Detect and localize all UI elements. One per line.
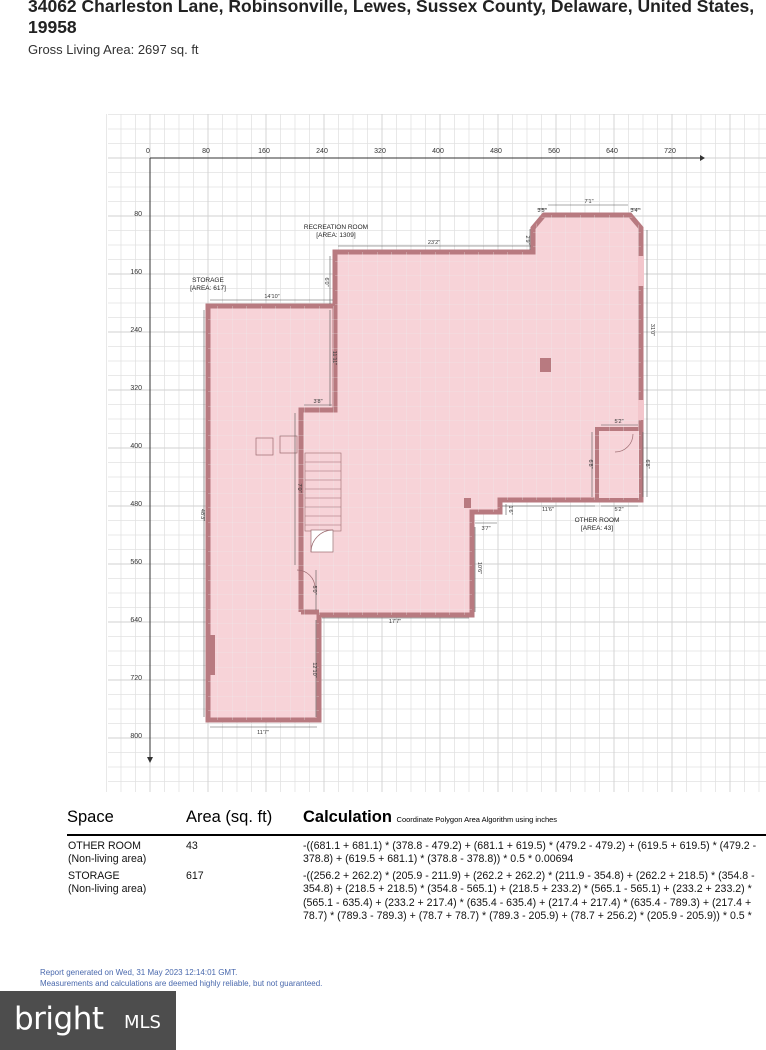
dimension-label: 6'8" (587, 459, 593, 469)
table-header-calculation: Calculation Coordinate Polygon Area Algorithm using inches (303, 808, 558, 826)
fixture (540, 358, 551, 372)
window (638, 256, 644, 286)
room-area: [AREA: 43] (580, 525, 614, 532)
table-header-space: Space (67, 808, 114, 826)
dimension-label: 14'10" (264, 294, 280, 300)
x-tick-label: 400 (432, 148, 444, 155)
y-tick-label: 160 (130, 269, 142, 276)
x-tick-label: 720 (664, 148, 676, 155)
dimension-label: 11'7" (257, 730, 269, 736)
logo-suffix: MLS (124, 1012, 161, 1033)
dimension-label: 11'11" (331, 350, 337, 366)
x-tick-label: 320 (374, 148, 386, 155)
dimension-label: 6'0" (323, 277, 329, 287)
header-rule (67, 834, 766, 836)
dimension-label: 11'6" (542, 507, 554, 513)
property-address: 34062 Charleston Lane, Robinsonville, Lewes, Sussex County, Delaware, United States, 19958 (28, 0, 755, 37)
room-area: [AREA: 1309] (316, 232, 356, 239)
row-space: STORAGE (Non-living area) (68, 870, 147, 896)
y-tick-label: 720 (130, 675, 142, 682)
dimension-label: 3'4" (630, 208, 640, 214)
room-label: STORAGE (192, 277, 224, 284)
dimension-label: 3'8" (313, 399, 323, 405)
dimension-label: 23'2" (427, 240, 441, 246)
dimension-label: 17'7" (388, 619, 402, 625)
room-label: OTHER ROOM (574, 517, 620, 524)
table-header-area: Area (sq. ft) (186, 808, 273, 826)
x-tick-label: 640 (606, 148, 618, 155)
dimension-label: 5'0" (311, 585, 317, 595)
y-tick-label: 640 (130, 617, 142, 624)
bright-mls-logo (0, 991, 176, 1050)
x-tick-label: 480 (490, 148, 502, 155)
dimension-label: 1'6" (507, 505, 513, 515)
dimension-label: 5'2" (614, 507, 624, 513)
y-tick-label: 80 (134, 211, 142, 218)
disclaimer: Measurements and calculations are deemed highly reliable, but not guaranteed. (40, 979, 323, 988)
calc-note: Coordinate Polygon Area Algorithm using inches (396, 815, 558, 824)
dimension-label: 31'0" (649, 323, 655, 337)
report-generated: Report generated on Wed, 31 May 2023 12:14:01 GMT. (40, 968, 238, 977)
room-area: [AREA: 617] (190, 285, 226, 292)
row-area: 617 (186, 870, 204, 882)
x-tick-label: 0 (146, 148, 150, 155)
fixture (464, 498, 471, 508)
logo-brand: bright (14, 1001, 104, 1037)
report-footer (40, 967, 322, 989)
fixture (208, 635, 215, 675)
row-calculation: -((681.1 + 681.1) * (378.8 - 479.2) + (681.1 + 619.5) * (479.2 - 479.2) + (619.5 + 619.5) * (479.2 - 378.8) + (619.5 + 681.1) * (378.8 - 378.8)) * 0.5 * 0.00694 (303, 840, 757, 866)
y-tick-label: 800 (130, 733, 142, 740)
dimension-label: 7'0" (296, 483, 302, 493)
row-space: OTHER ROOM (Non-living area) (68, 840, 147, 866)
dimension-label: 7'1" (584, 199, 594, 205)
dimension-label: 5'2" (614, 419, 624, 425)
window (638, 400, 644, 420)
x-tick-label: 560 (548, 148, 560, 155)
dimension-label: 3'7" (481, 526, 491, 532)
gross-living-area: Gross Living Area: 2697 sq. ft (28, 42, 199, 57)
dimension-label: 12'10" (311, 662, 317, 678)
y-tick-label: 320 (130, 385, 142, 392)
y-tick-label: 560 (130, 559, 142, 566)
y-tick-label: 480 (130, 501, 142, 508)
y-tick-label: 240 (130, 327, 142, 334)
dimension-label: 10'6" (476, 561, 482, 575)
x-tick-label: 240 (316, 148, 328, 155)
x-tick-label: 160 (258, 148, 270, 155)
row-area: 43 (186, 840, 198, 852)
dimension-label: 48'3" (199, 508, 205, 522)
row-calculation: -((256.2 + 262.2) * (205.9 - 211.9) + (262.2 + 262.2) * (211.9 - 354.8) + (262.2 + 218.5) * (354.8 - 354.8) + (218.5 + 218.5) * (354.8 - 565.1) + (218.5 + 233.2) * (565.1 - 565.1) + (233.2 + 233.2) * (565.1 - 635.4) + (233.2 + 217.4) * (635.4 - 635.4) + (217.4 + 217.4) * (635.4 - 789.3) + (217.4 + 78.7) * (789.3 - 789.3) + (78.7 + 78.7) * (789.3 - 205.9) + (78.7 + 256.2) * (205.9 - 205.9)) * 0.5 * (303, 870, 755, 923)
room-label: RECREATION ROOM (303, 224, 369, 231)
dimension-label: 6'8" (644, 459, 650, 469)
dimension-label: 2'9" (524, 235, 530, 245)
dimension-label: 3'5" (537, 208, 547, 214)
x-tick-label: 80 (202, 148, 210, 155)
y-tick-label: 400 (130, 443, 142, 450)
